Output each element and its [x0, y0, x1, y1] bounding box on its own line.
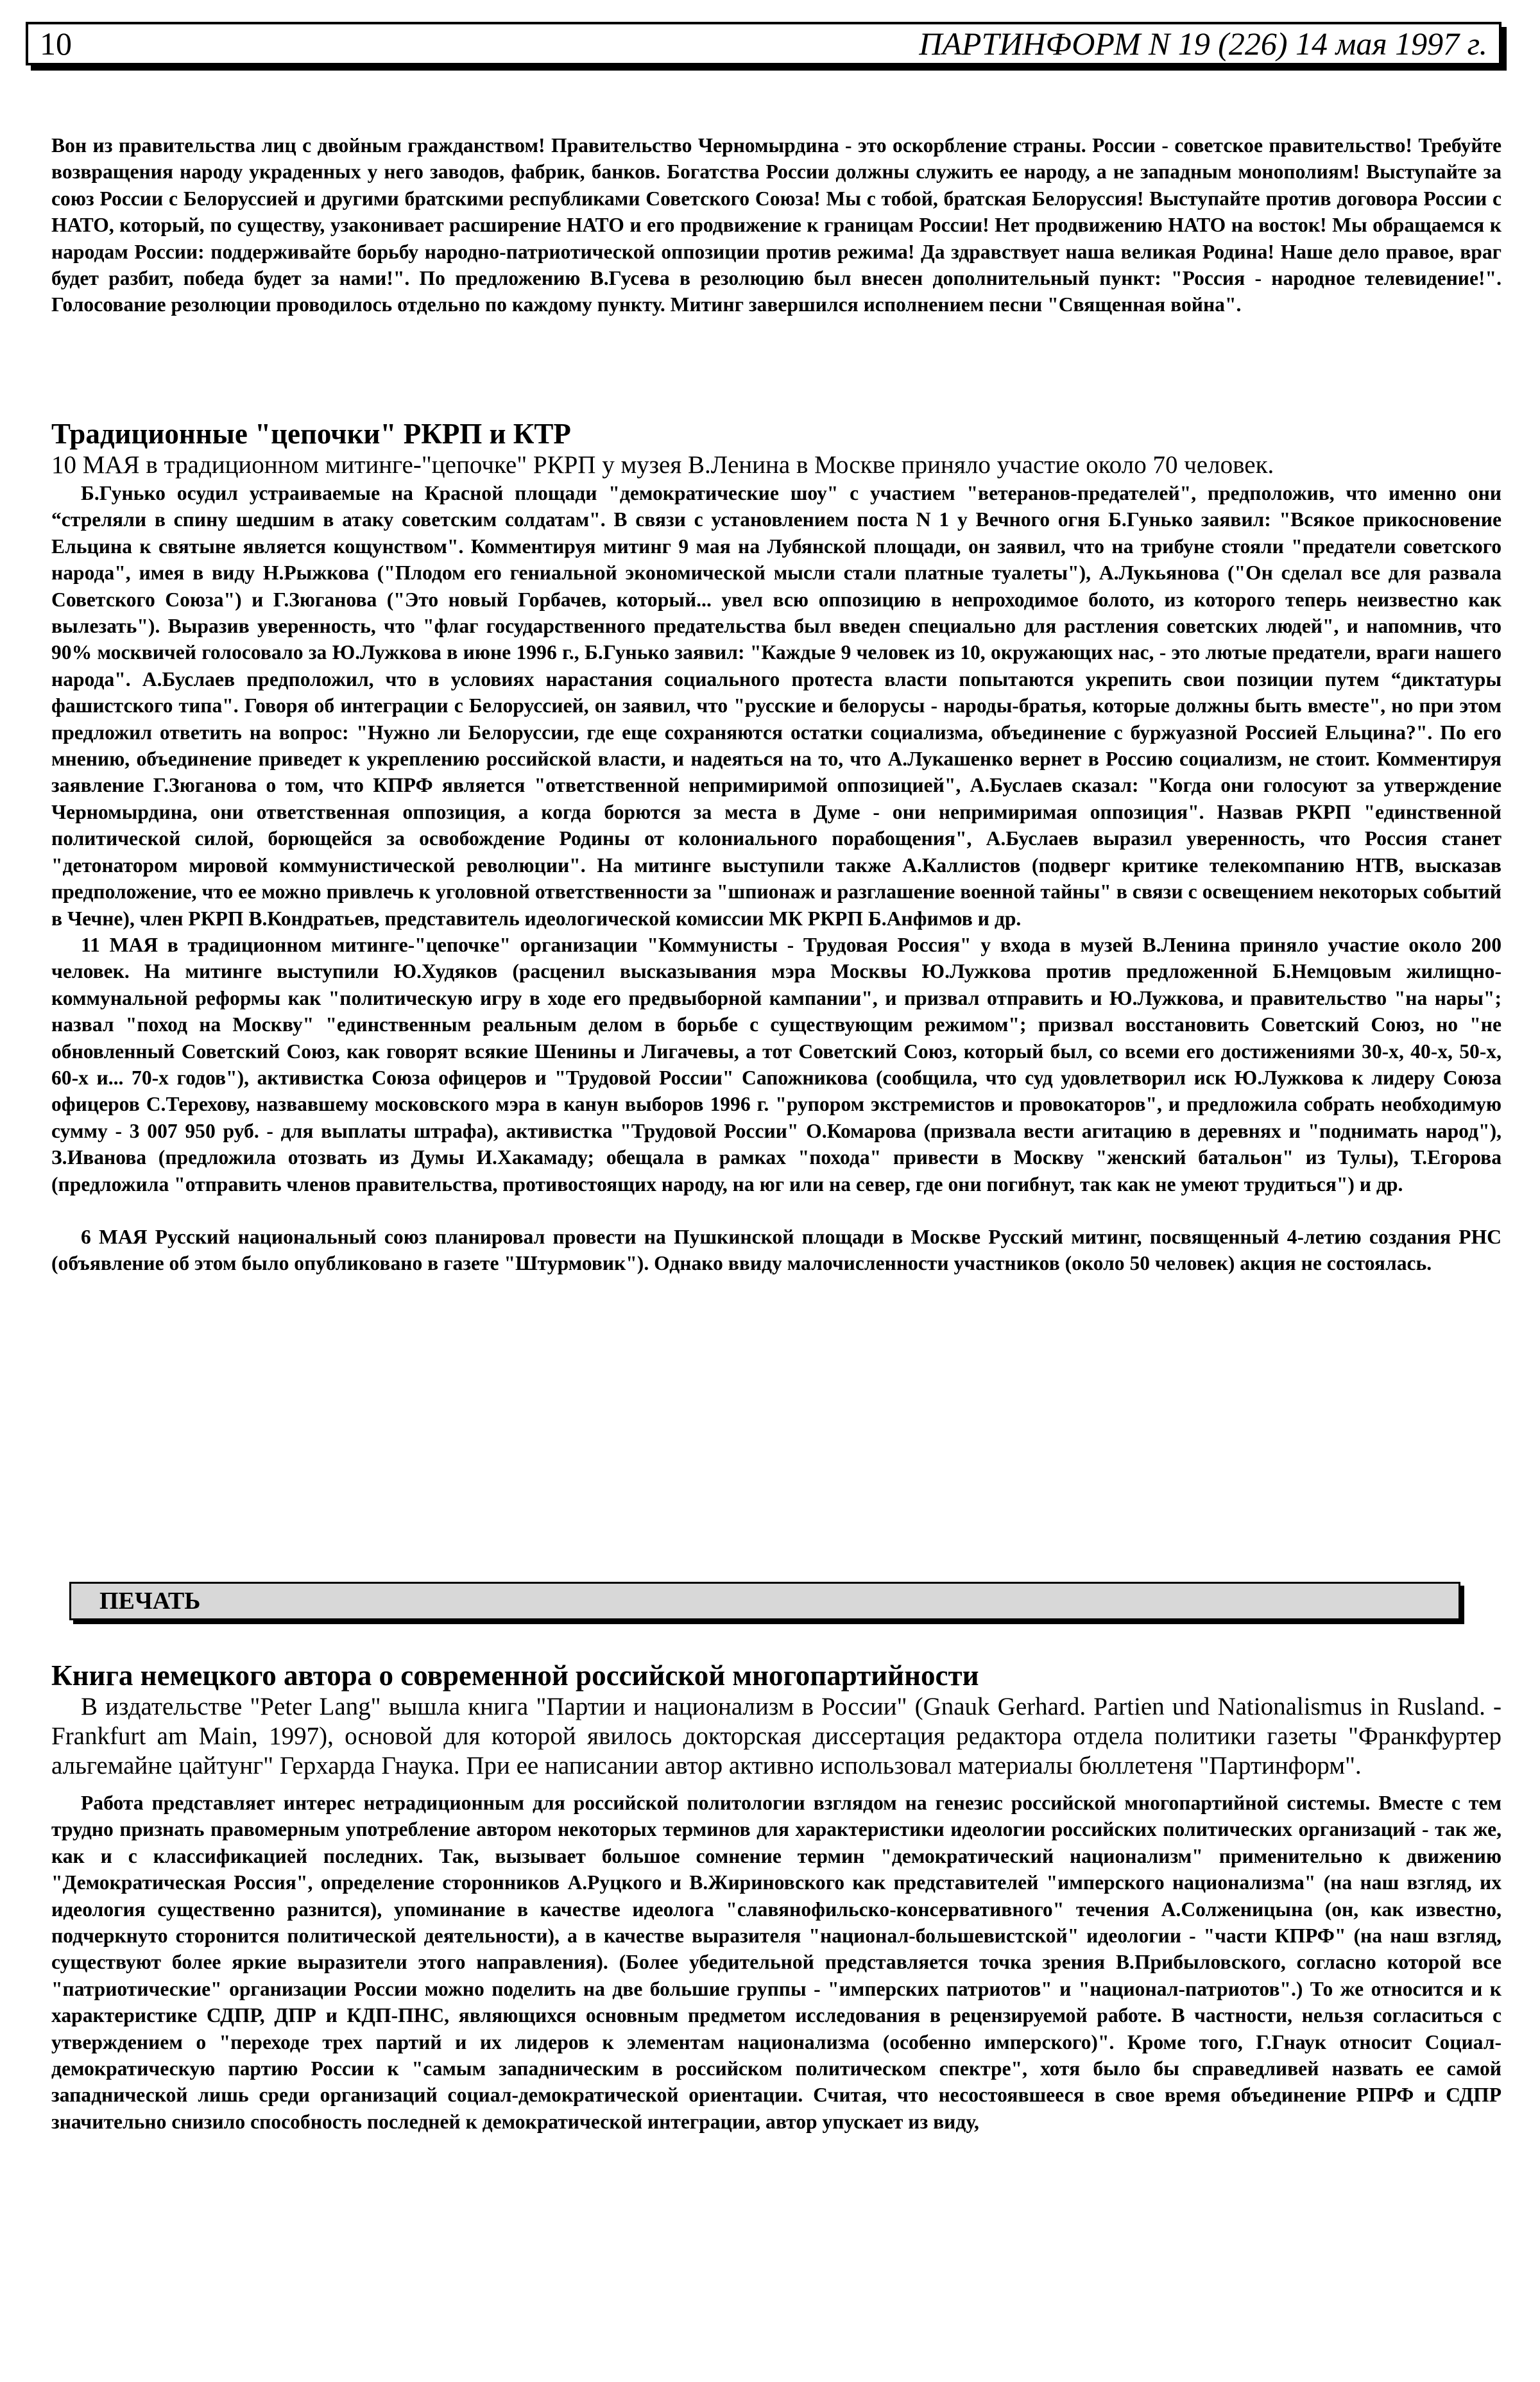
issue-title: ПАРТИНФОРМ N 19 (226) 14 мая 1997 г.: [919, 26, 1487, 62]
section-heading: ПЕЧАТЬ: [99, 1588, 201, 1615]
article-paragraph: Работа представляет интерес нетрадиционным для российской политологии взглядом на генезис российской многопартийной системы. Вместе с тем трудно признать правомерным употребление автором некоторых терминов для характеристики идеологии российских политических организаций - так же, как и с классификацией последних. Так, вызывает большое сомнение термин "демократический национализм" применительно к движению "Демократическая Россия", определение сторонников А.Руцкого и В.Жириновского как представителей "имперского национализма" (на наш взгляд, их идеология существенно разнится), упоминание в качестве идеолога "славянофильско-консервативного" течения А.Солженицына (он, как известно, подчеркнуто сторонится политической деятельности), а в качестве выразителя "национал-большевистской" идеологии - "части КПРФ" (на наш взгляд, существуют более яркие выразители этого направления). (Более убедительной представляется точка зрения В.Прибыловского, согласно которой все "патриотические" организации России можно поделить на две большие группы - "имперских патриотов" и "национал-патриотов".) То же относится и к характеристике СДПР, ДПР и КДП-ПНС, являющихся основным предметом исследования в рецензируемой работе. В частности, нельзя согласиться с утверждением о "переходе трех партий и их лидеров к элементам национализма (особенно имперского)". Кроме того, Г.Гнаук относит Социал-демократическую партию России к "самым западническим в российском политическом спектре", хотя было бы справедливей назвать ее самой западнической лишь среди организаций социал-демократической ориентации. Считая, что несостоявшееся в свое время объединение РПРФ и СДПР значительно снизило способность последней к демократической интеграции, автор упускает из виду,: [51, 1792, 1502, 2133]
intro-paragraph: Вон из правительства лиц с двойным гражданством! Правительство Черномырдина - это оскорбление страны. России - советское правительство! Требуйте возвращения народу украденных у него заводов, фабрик, банков. Богатства России должны служить ее народу, а не западным монополиям! Выступайте за союз России с Белоруссией и другими братскими республиками Советского Союза! Мы с тобой, братская Белоруссия! Выступайте против договора России с НАТО, который, по существу, узаконивает расширение НАТО и его продвижение к границам России! Нет продвижению НАТО на восток! Мы обращаемся к народам России: поддерживайте борьбу народно-патриотической оппозиции против режима! Да здравствует наша великая Родина! Наше дело правое, враг будет разбит, победа будет за нами!". По предложению В.Гусева в резолюцию был внесен дополнительный пункт: "Россия - народное телевидение!". Голосование резолюции проводилось отдельно по каждому пункту. Митинг завершился исполнением песни "Священная война".: [51, 134, 1502, 316]
article-german-book: [51, 1659, 1502, 2135]
article-title: Книга немецкого автора о современной российской многопартийности: [51, 1659, 979, 1692]
article-paragraph: 11 МАЯ в традиционном митинге-"цепочке" организации "Коммунисты - Трудовая Россия" у входа в музей В.Ленина приняло участие около 200 человек. На митинге выступили Ю.Худяков (расценил высказывания мэра Москвы Ю.Лужкова против предложенной Б.Немцовым жилищно-коммунальной реформы как "политическую игру в ходе его предвыборной кампании", и призвал отправить и Ю.Лужкова, и правительство "на нары"; назвал "поход на Москву" "единственным реальным делом в борьбе с существующим режимом"; призвал восстановить Советский Союз, но "не обновленный Советский Союз, как говорят всякие Шенины и Лигачевы, а тот Советский Союз, который был, со всеми его достижениями 30-х, 40-х, 50-х, 60-х и... 70-х годов"), активистка Союза офицеров и "Трудовой России" Сапожникова (сообщила, что суд удовлетворил иск Ю.Лужкова к лидеру Союза офицеров С.Терехову, назвавшему московского мэра в канун выборов 1996 г. "рупором экстремистов и провокаторов", и предложила собрать необходимую сумму - 3 007 950 руб. - для выплаты штрафа), активистка "Трудовой России" О.Комарова (призвала вести агитацию в деревнях и "поднимать народ"), З.Иванова (предложила отозвать из Думы И.Хакамаду; обещала в рамках "похода" привести в Москву "женский батальон" из Тулы), Т.Егорова (предложила "отправить членов правительства, противостоящих народу, на юг или на север, где они погибнут, так как не умеют трудиться") и др.: [51, 933, 1502, 1195]
section-heading-box: [69, 1582, 1460, 1620]
article-paragraph: 6 МАЯ Русский национальный союз планировал провести на Пушкинской площади в Москве Русский митинг, посвященный 4-летию создания РНС (объявление об этом было опубликовано в газете "Штурмовик"). Однако ввиду малочисленности участников (около 50 человек) акция не состоялась.: [51, 1225, 1502, 1275]
intro-block: [51, 132, 1502, 318]
article-paragraph: Б.Гунько осудил устраиваемые на Красной площади "демократические шоу" с участием "ветеранов-предателей", предположив, что именно они “стреляли в спину шедшим в атаку советским солдатам". В связи с установлением поста N 1 у Вечного огня Б.Гунько заявил: "Всякое прикосновение Ельцина к святыне является кощунством". Комментируя митинг 9 мая на Лубянской площади, он заявил, что на трибуне стояли "предатели советского народа", имея в виду Н.Рыжкова ("Плодом его гениальной экономической мысли стали платные туалеты"), А.Лукьянова ("Он сделал все для развала Советского Союза") и Г.Зюганова ("Это новый Горбачев, который... увел всю оппозицию в непроходимое болото, из которого теперь неизвестно как вылезать"). Выразив уверенность, что "флаг государственного предательства был введен специально для растления советских людей", и напомнив, что 90% москвичей голосовало за Ю.Лужкова в июне 1996 г., Б.Гунько заявил: "Каждые 9 человек из 10, окружающих нас, - это лютые предатели, враги нашего народа". А.Буслаев предположил, что в условиях нарастания социального протеста власти попытаются укрепить свои позиции путем “диктатуры фашистского типа". Говоря об интеграции с Белоруссией, он заявил, что "русские и белорусы - народы-братья, которые должны быть вместе", но при этом предложил ответить на вопрос: "Нужно ли Белоруссии, где еще сохраняются остатки социализма, объединение с буржуазной Россией Ельцина?". По его мнению, объединение приведет к укреплению российской власти, и надеяться на то, что А.Лукашенко вернет в Россию социализм, не стоит. Комментируя заявление Г.Зюганова о том, что КПРФ является "ответственной непримиримой оппозицией", А.Буслаев сказал: "Когда они голосуют за утверждение Черномырдина, они ответственная оппозиция, а когда борются за места в Думе - они непримиримая оппозиция". Назвав РКРП "единственной политической силой, борющейся за освобождение Родины от колониального порабощения", А.Буслаев выразил уверенность, что Россия станет "детонатором мировой коммунистической революции". На митинге выступили также А.Каллистов (подверг критике телекомпанию НТВ, высказав предположение, что ее можно привлечь к уголовной ответственности за "шпионаж и разглашение военной тайны" в связи с освещением некоторых событий в Чечне), член РКРП В.Кондратьев, представитель идеологической комиссии МК РКРП Б.Анфимов и др.: [51, 482, 1502, 930]
article-traditional-chains: [51, 417, 1502, 1277]
page-number: 10: [40, 26, 72, 62]
article-lead: 10 МАЯ в традиционном митинге-"цепочке" РКРП у музея В.Ленина в Москве приняло участие около 70 человек.: [51, 451, 1274, 479]
article-title: Традиционные "цепочки" РКРП и КТР: [51, 418, 571, 450]
article-lead: В издательстве "Peter Lang" вышла книга "Партии и национализм в России" (Gnauk Gerhard. Partien und Nationalismus in Rusland. - Frankfurt am Main, 1997), основой для которой явилось докторская диссертация редактора отдела политики газеты "Франкфуртер альгемайне цайтунг" Герхарда Гнаука. При ее написании автор активно использовал материалы бюллетеня "Партинформ".: [51, 1693, 1502, 1779]
page-header: [26, 22, 1502, 65]
